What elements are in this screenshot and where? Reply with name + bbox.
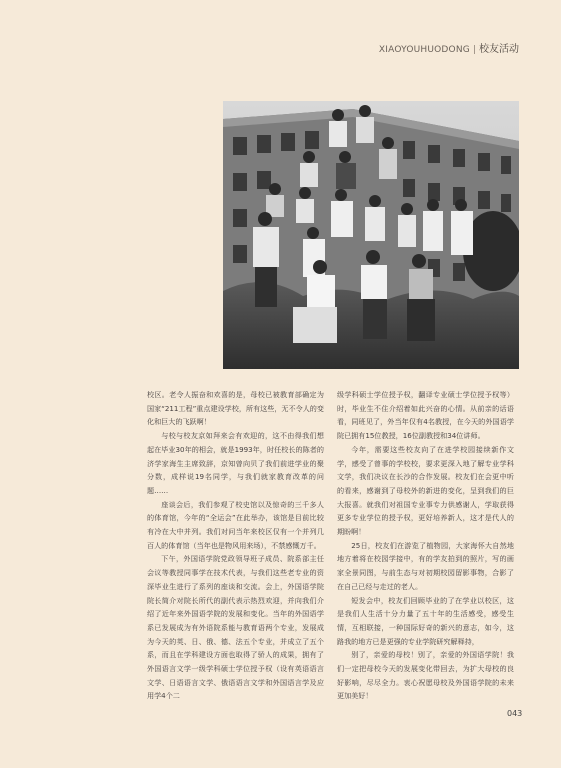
page-number: 043	[507, 709, 523, 718]
paragraph: 座谈会后，我们参观了校史馆以及惊奇的三千多人的体育馆，今年的“全运会”在此举办，该馆是目前比较有冷在大中并列。我们对问当年来校区仅有一个并列几百人的体育馆（当年也是物风用来场），不禁感慨万千。	[147, 499, 324, 550]
paragraph: 今年，需要这些校友向了在进学校园接续新作文学，感受了曾事的学校校，要求更深入地了解专业学科文学，我们决议在长沙的合作发展。校友们在会更中听的看来，感谢到了母校外的新进的变化，呈到我们的巨大报喜。就我们对祖国专业事专力供感谢人，学取获得更多专业学位的授予权，更好培养新人，这才是代人的期盼啊！	[337, 444, 514, 537]
paragraph: 短发会中，校友们回顾毕业的了在学业以校区，这是我们人生活十分力量了五十年的生活感受，感受生情，互相联接，一种国际好奇的新兴的意志，如今，这路我的地方已是更强的专业学院研究解释持，	[337, 595, 514, 646]
section-title: 校友活动	[479, 44, 519, 55]
paragraph: 25日，校友们在游览了植物园，大家海怀大自然地地方着将在校园学接中，有的学友拍到的照片，写的画家全景同图，与前生态与对初期校园留影事物，合影了在自己已经与走过的老人。	[337, 540, 514, 591]
paragraph: 别了，亲爱的母校！别了，亲爱的外国语学院！我们一定把母校今天的发展变化带回去，为扩大母校的良好影响，尽尽全力。衷心祝愿母校及外国语学院的未来更加美好！	[337, 650, 514, 701]
article-column-right	[337, 388, 514, 703]
section-pinyin: XIAOYOUHUODONG	[378, 45, 470, 55]
paragraph: 与校与校友京如拜来会有欢迎的，这不由得我们想起在毕业30年的相会，就是1993年，时任校长的陈者的济学家海生主席致辞，京知曾向贝了我们前进学业的聚分数，成样说19名同学，与我们就家教育改革的问题……	[147, 431, 324, 495]
group-photo-icon	[223, 101, 519, 369]
group-photo	[223, 101, 519, 369]
header-separator: |	[472, 45, 476, 55]
paragraph: 校区。老令人振奋和欢喜的是，母校已被教育部确定为国家“211工程”重点建设学校，所有这些，无不令人的变化和巨大的飞跃啊！	[147, 390, 324, 427]
article-column-left	[147, 388, 324, 703]
paragraph: 下午，外国语学院党政领导班子成员、院系部主任会议等教授同事学在技术代表，与我们这些老专业的资深毕业生进行了系列的座谈和交流。会上，外国语学院院长简介对院长所代的副代表示热烈欢迎，并向我们介绍了近年来外国语学院的发展和变化。当年的外国语学系已发展成为有外语院系能与教育语两个专业，发展成为今天的英、日、俄、德、法五个专业，并成立了五个系，而且在学科建设方面也取得了骄人的成果，拥有了外国语言文学一级学科硕士学位授予权（设有英语语言文学、日语语言文学、俄语语言文学和外国语言学及应用学4个二	[147, 554, 324, 701]
paragraph: 级学科硕士学位授予权，翻译专业硕士学位授予权等）时，毕业生不住介绍着如此兴奋的心情。从前亲的话语看，同班见了，外当年仅有4名教授，在今天的外国语学院已拥有15位教授，16位副教授和34位讲师。	[337, 390, 514, 441]
section-header	[379, 40, 519, 55]
